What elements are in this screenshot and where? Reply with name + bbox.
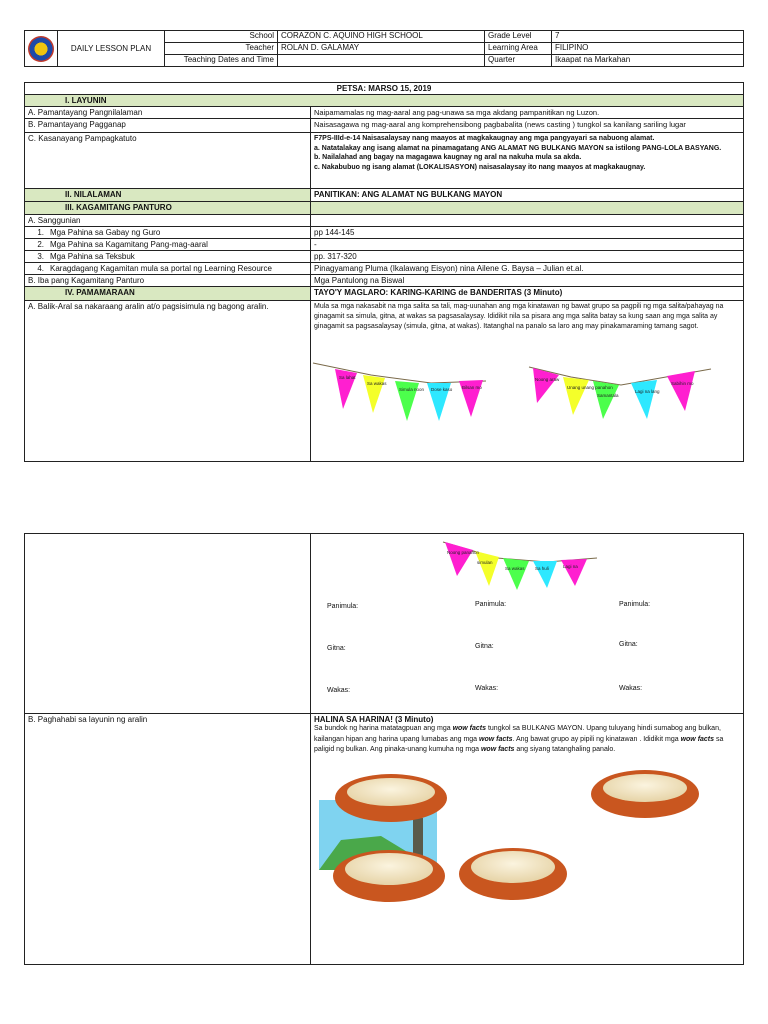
ref1-label: Mga Pahina sa Gabay ng Guro (50, 228, 161, 237)
panimula-3: Panimula: (619, 601, 651, 608)
area-value: FILIPINO (552, 43, 744, 55)
gitna-2: Gitna: (475, 643, 494, 650)
flag-label-3: Simula noon (399, 387, 425, 392)
p2-flag-2 (475, 551, 499, 586)
flag-label-2: Sa wakas (367, 381, 387, 386)
dates-value (278, 55, 485, 67)
gitna-3: Gitna: (619, 641, 638, 648)
iba-value: Mga Pantulong na Biswal (314, 276, 405, 285)
balik-row (25, 301, 743, 461)
flag-label-1: Sa lahat (339, 375, 356, 380)
row-c (25, 133, 743, 189)
pamamaraan-row (25, 287, 743, 301)
lesson-plan-page2 (24, 533, 744, 965)
banderitas-page2 (437, 536, 607, 596)
nilalaman-row (25, 189, 743, 202)
flag-cyan-2 (631, 380, 657, 419)
ref1-num: 1. (37, 228, 44, 237)
ref4-label: Karagdagang Kagamitan mula sa portal ng Learning Resource (50, 264, 272, 273)
flag-label-4: Dose kaso (431, 387, 453, 392)
nilalaman-heading: II. NILALAMAN (25, 189, 311, 201)
iba-row (25, 275, 743, 287)
grade-value: 7 (552, 31, 744, 43)
bowl-3 (333, 850, 445, 902)
paghahabi-title: HALINA SA HARINA! (3 Minuto) (314, 715, 434, 724)
panimula-2: Panimula: (475, 601, 507, 608)
layunin-row (25, 95, 743, 107)
header-table (24, 30, 744, 67)
c-line1: F7PS-IIId-e-14 Naisasalaysay nang maayos at magkakaugnay ang mga pangyayari sa nabuong alamat. (314, 135, 655, 142)
banderitas-right (529, 367, 711, 419)
p2-flag-label-2: simulan (477, 560, 493, 565)
ref1-row (25, 227, 743, 239)
wakas-1: Wakas: (327, 687, 351, 694)
gitna-1: Gitna: (327, 645, 346, 652)
flag-label-7: Unang unang panahon (567, 385, 613, 390)
ref1-value: pp 144-145 (314, 228, 355, 237)
c-line2: a. Natatalakay ang isang alamat na pinamagatang ANG ALAMAT NG BULKANG MAYON sa istilong PANG-LOLA BASYANG. (314, 144, 722, 152)
paghahabi-text: Sa bundok ng harina matatagpuan ang mga wow facts tungkol sa BULKANG MAYON. Upang tuluyang hindi sumabog ang bulkan, kailangan hipan ang harina upang lumabas ang mga wow facts. Ang bawat grupo ay pipili ng kinatawan . Ididikit mga wow facts sa paligid ng bulkan. Ang pinaka-unang kumuha ng mga wow facts ang siyang tatanghaling panalo. (314, 725, 724, 753)
game-title: TAYO'Y MAGLARO: KARING-KARING de BANDERITAS (3 Minuto) (311, 287, 743, 300)
wakas-3: Wakas: (619, 685, 643, 692)
game-text: Mula sa mga nakasabit na mga salita sa tali, mag-uunahan ang mga kinatawan ng bawat grupo sa pagpili ng mga salita/pahayag na ginagamit sa simula, gitna, at wakas sa pagsasalaysay. Ididikit nila sa pisara ang mga salita batay sa kung saan ang mga salita ay ginagamit sa pagsasalaysay (simula, gitna, at wakas). Itatanghal na panalo sa laro ang may pinakamaraming tamang sagot. (314, 303, 724, 330)
ref3-value: pp. 317-320 (314, 252, 357, 261)
iba-label: B. Iba pang Kagamitang Panturo (25, 275, 311, 286)
b-value: Naisasagawa ng mag-aaral ang komprehensibong pagbabalita (news casting ) tungkol sa kanilang sariling lugar (314, 120, 686, 129)
area-label: Learning Area (485, 43, 552, 55)
bowl-1 (335, 774, 447, 822)
pamamaraan-heading: IV. PAMAMARAAN (25, 287, 311, 300)
quarter-label: Quarter (485, 55, 552, 67)
paghahabi-label: B. Paghahabi sa layunin ng aralin (25, 714, 311, 964)
c-label: C. Kasanayang Pampagkatuto (25, 133, 311, 188)
flag-label-6: Noong araw (535, 377, 560, 382)
school-value: CORAZON C. AQUINO HIGH SCHOOL (278, 31, 485, 43)
ref2-row (25, 239, 743, 251)
flag-magenta-4 (667, 371, 695, 411)
banderitas-illustration (311, 359, 741, 449)
sanggunian-label: A. Sanggunian (25, 215, 311, 226)
answer-grid-left (25, 534, 311, 713)
kagamitan-row (25, 202, 743, 215)
ref3-num: 3. (37, 252, 44, 261)
flour-bowls-illustration (311, 770, 741, 960)
bowl-2 (591, 770, 699, 818)
teacher-value: ROLAN D. GALAMAY (278, 43, 485, 55)
grade-label: Grade Level (485, 31, 552, 43)
a-label: A. Pamantayang Pangnilalaman (25, 107, 311, 118)
a-value: Naipamamalas ng mag-aaral ang pag-unawa sa mga akdang pampanitikan ng Luzon. (314, 108, 600, 117)
paghahabi-row (25, 714, 743, 964)
bowl-4 (459, 848, 567, 900)
quarter-value: Ikaapat na Markahan (552, 55, 744, 67)
p2-flag-3 (503, 558, 529, 590)
school-logo-cell (25, 31, 58, 67)
ref4-row (25, 263, 743, 275)
p2-flag-label-5: Lagi na (563, 564, 578, 569)
ref2-label: Mga Pahina sa Kagamitang Pang-mag-aaral (50, 240, 208, 249)
p2-flag-label-3: Sa wakas (505, 566, 525, 571)
ref3-row (25, 251, 743, 263)
bell-tower (413, 818, 423, 858)
date-title: PETSA: MARSO 15, 2019 (25, 83, 743, 95)
b-label: B. Pamantayang Pagganap (25, 119, 311, 132)
c-line4: c. Nakabubuo ng isang alamat (LOKALISASYON) naisasalaysay ito nang maayos at magkakaugnay. (314, 163, 646, 171)
p2-flag-label-1: Noong panahon (447, 550, 480, 555)
ref3-label: Mga Pahina sa Teksbuk (50, 252, 135, 261)
balik-label: A. Balik-Aral sa nakaraang aralin at/o pagsisimula ng bagong aralin. (25, 301, 311, 461)
ref4-value: Pinagyamang Pluma (Ikalawang Eisyon) nina Ailene G. Baysa – Julian et.al. (314, 264, 584, 273)
school-label: School (165, 31, 278, 43)
flag-label-10: Sabihin mo (671, 381, 694, 386)
teacher-label: Teacher (165, 43, 278, 55)
school-seal-icon (28, 36, 54, 62)
wakas-2: Wakas: (475, 685, 499, 692)
ref2-value: - (314, 240, 317, 249)
dates-label: Teaching Dates and Time (165, 55, 278, 67)
flag-yellow-2 (563, 377, 589, 415)
p2-flag-1 (445, 542, 473, 576)
row-b (25, 119, 743, 133)
sanggunian-row (25, 215, 743, 227)
banderitas-left (313, 363, 486, 421)
c-value (311, 133, 743, 188)
nilalaman-value: PANITIKAN: ANG ALAMAT NG BULKANG MAYON (311, 189, 743, 201)
panimula-1: Panimula: (327, 603, 359, 610)
kagamitan-heading: III. KAGAMITANG PANTURO (25, 202, 311, 214)
ref4-num: 4. (37, 264, 44, 273)
answer-grid-row (25, 534, 743, 714)
layunin-heading: I. LAYUNIN (65, 96, 107, 105)
flag-label-8: Samantala (597, 393, 619, 398)
c-line3: b. Nailalahad ang bagay na magagawa kaugnay ng aral na nakuha mula sa akda. (314, 154, 582, 161)
lesson-plan-page1 (24, 82, 744, 462)
row-a (25, 107, 743, 119)
flag-label-9: Lagi na lang (635, 389, 660, 394)
ref2-num: 2. (37, 240, 44, 249)
p2-flag-label-4: Sa huli (535, 566, 549, 571)
flag-label-5: Bilsan mo (462, 385, 482, 390)
plan-title: DAILY LESSON PLAN (58, 31, 165, 67)
